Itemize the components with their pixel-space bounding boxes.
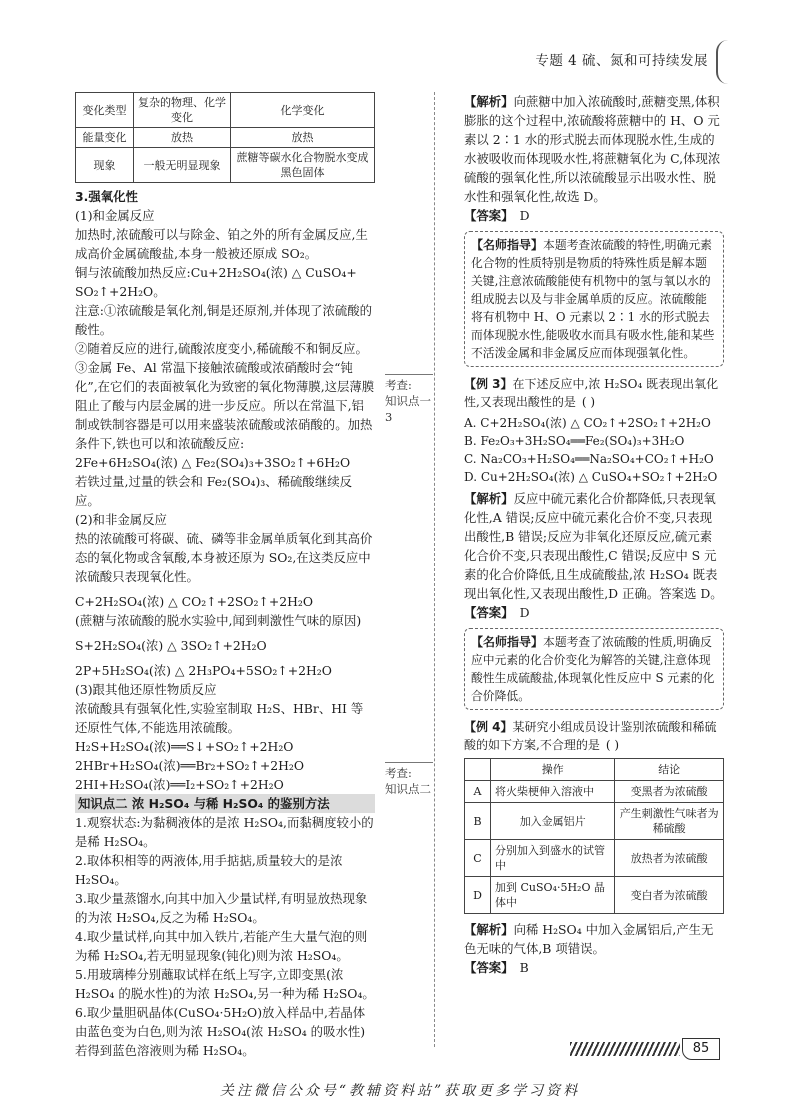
table-header-cell: 操作 [491,759,615,781]
margin-note-line: 考查: [385,766,412,780]
equation: 2HI+H₂SO₄(浓)══I₂+SO₂↑+2H₂O [75,777,284,792]
example-tag: 【例 4】 [464,720,513,734]
answer-value: D [519,605,530,620]
tip-text: 本题考查了浓硫酸的性质,明确反应中元素的化合价变化为解答的关键,注意体现酸性生成硫酸盐,体现氧化性反应中 S 元素的化合价降低。 [471,635,715,703]
equation: 2Fe+6H₂SO₄(浓) △ Fe₂(SO₄)₃+3SO₂↑+6H₂O [75,455,351,470]
left-column [75,92,375,1060]
option-b: B. Fe₂O₃+3H₂SO₄══Fe₂(SO₄)₃+3H₂O [464,434,685,448]
page-header [0,0,800,90]
option-a: A. C+2H₂SO₄(浓) △ CO₂↑+2SO₂↑+2H₂O [464,416,711,430]
teacher-tip-box [464,628,724,710]
right-column [464,92,724,977]
option-d: D. Cu+2H₂SO₄(浓) △ CuSO₄+SO₂↑+2H₂O [464,470,718,484]
table-cell: 将火柴梗伸入溶液中 [491,781,615,803]
margin-note-line: 知识点二 [385,782,431,796]
analysis-text: 向蔗糖中加入浓硫酸时,蔗糖变黑,体积膨胀的这个过程中,浓硫酸将蔗糖中的 H、O 元素以 2∶1 水的形式脱去而体现脱水性,生成的水被吸收而体现吸水性,将蔗糖氧化为 C,体现浓硫酸的强氧化性,所以浓硫酸显示出吸水性、脱水性和强氧化性,故选 D。 [464,94,721,204]
answer-blank: ( ) [581,395,596,409]
page-number: 85 [682,1038,720,1060]
option-c: C. Na₂CO₃+H₂SO₄══Na₂SO₄+CO₂↑+H₂O [464,452,714,466]
tip-text: 本题考查浓硫酸的特性,明确元素化合物的性质特别是物质的特殊性质是解本题关键,注意浓硫酸能使有机物中的氢与氧以水的组成脱去以及与非金属单质的反应。浓硫酸能将有机物中 H、O 元素以 2∶1 水的形式脱去而体现脱水性,能吸收水而具有吸水性,能和某些不活泼金属和非金属反应而体现强氧化性。 [471,238,715,360]
answer-tag: 【答案】 [464,960,514,975]
table-row [465,840,724,877]
plan-table [464,758,724,914]
paragraph: 浓硫酸具有强氧化性,实验室制取 H₂S、HBr、HI 等还原性气体,不能选用浓硫酸。 [75,701,364,735]
table-header-cell [465,759,491,781]
question-text: 某研究小组成员设计鉴别浓硫酸和稀硫酸的如下方案,不合理的是 [464,720,717,752]
table-cell: C [465,840,491,877]
margin-note-line: 考查: [385,378,412,392]
comparison-table [75,92,375,183]
table-cell: 分别加入到盛水的试管中 [491,840,615,877]
method-item: 1.观察状态:为黏稠液体的是浓 H₂SO₄,而黏稠度较小的是稀 H₂SO₄。 [75,815,374,849]
table-row [76,128,375,148]
answer-tag: 【答案】 [464,605,514,620]
subsection-heading: (1)和金属反应 [75,208,155,223]
table-cell: A [465,781,491,803]
paragraph: 加热时,浓硫酸可以与除金、铂之外的所有金属反应,生成高价金属硫酸盐,本身一般被还原成 SO₂。 [75,227,368,261]
divider [385,762,433,763]
margin-note-line: 知识点一 [385,394,431,408]
analysis-tag: 【解析】 [464,491,514,506]
equation: H₂S+H₂SO₄(浓)══S↓+SO₂↑+2H₂O [75,739,294,754]
table-cell: 放热者为浓硫酸 [615,840,724,877]
method-item: 6.取少量胆矾晶体(CuSO₄·5H₂O)放入样品中,若晶体由蓝色变为白色,则为浓 H₂SO₄(浓 H₂SO₄ 的吸水性)若得到蓝色溶液则为稀 H₂SO₄。 [75,1005,366,1058]
margin-note [385,372,435,425]
table-header-row [465,759,724,781]
table-cell: 现象 [76,148,134,183]
answer-value: D [519,208,530,223]
method-item: 3.取少量蒸馏水,向其中加入少量试样,有明显放热现象的为浓 H₂SO₄,反之为稀 H₂SO₄。 [75,891,368,925]
table-cell: D [465,877,491,914]
table-row [465,781,724,803]
margin-note-line: 3 [385,410,393,424]
table-row [465,877,724,914]
hatch-decoration [570,1042,680,1056]
method-item: 5.用玻璃棒分别蘸取试样在纸上写字,立即变黑(浓 H₂SO₄ 的脱水性)的为浓 H₂SO₄,另一种为稀 H₂SO₄。 [75,967,375,1001]
column-divider [434,92,435,1047]
paragraph: (蔗糖与浓硫酸的脱水实验中,闻到刺激性气味的原因) [75,613,362,628]
subsection-heading: (3)跟其他还原性物质反应 [75,682,217,697]
equation: C+2H₂SO₄(浓) △ CO₂↑+2SO₂↑+2H₂O [75,594,314,609]
teacher-tip-box [464,231,724,367]
table-row [465,803,724,840]
table-cell: 产生刺激性气味者为稀硫酸 [615,803,724,840]
subsection-heading: (2)和非金属反应 [75,512,167,527]
table-cell: 化学变化 [231,93,375,128]
section-heading: 3.强氧化性 [75,189,138,204]
table-cell: 加入金属铝片 [491,803,615,840]
analysis-text: 反应中硫元素化合价都降低,只表现氧化性,A 错误;反应中硫元素化合价不变,只表现出酸性,B 错误;反应为非氧化还原反应,硫元素化合价不变,只表现出酸性,C 错误;反应中 S 元素的化合价降低,且生成硫酸盐,浓 H₂SO₄ 既表现出氧化性,又表现出酸性,D 正确。答案选 D。 [464,491,723,601]
table-cell: 变白者为浓硫酸 [615,877,724,914]
example-tag: 【例 3】 [464,377,513,391]
paragraph: 若铁过量,过量的铁会和 Fe₂(SO₄)₃、稀硫酸继续反应。 [75,474,352,508]
table-header-cell: 结论 [615,759,724,781]
question-text: 在下述反应中,浓 H₂SO₄ 既表现出氧化性,又表现出酸性的是 [464,377,719,409]
equation: 2P+5H₂SO₄(浓) △ 2H₃PO₄+5SO₂↑+2H₂O [75,663,332,678]
table-cell: 蔗糖等碳水化合物脱水变成黑色固体 [231,148,375,183]
table-cell: B [465,803,491,840]
table-cell: 放热 [231,128,375,148]
equation: SO₂↑+2H₂O。 [75,284,166,299]
table-cell: 变化类型 [76,93,134,128]
table-cell: 能量变化 [76,128,134,148]
table-row [76,148,375,183]
answer-value: B [519,960,529,975]
equation: 铜与浓硫酸加热反应:Cu+2H₂SO₄(浓) △ CuSO₄+ [75,265,357,280]
paragraph: ②随着反应的进行,硫酸浓度变小,稀硫酸不和铜反应。 [75,341,368,356]
table-cell: 一般无明显现象 [134,148,231,183]
tip-tag: 【名师指导】 [471,238,544,252]
analysis-tag: 【解析】 [464,922,514,937]
method-item: 4.取少量试样,向其中加入铁片,若能产生大量气泡的则为稀 H₂SO₄,若无明显现象(钝化)则为浓 H₂SO₄。 [75,929,368,963]
method-item: 2.取体积相等的两液体,用手掂掂,质量较大的是浓 H₂SO₄。 [75,853,343,887]
table-cell: 放热 [134,128,231,148]
page-number-block [570,1038,720,1060]
table-cell: 加到 CuSO₄·5H₂O 晶体中 [491,877,615,914]
divider [385,374,433,375]
answer-tag: 【答案】 [464,208,514,223]
paragraph: ③金属 Fe、Al 常温下接触浓硫酸或浓硝酸时会“钝化”,在它们的表面被氧化为致密的氧化物薄膜,这层薄膜阻止了酸与内层金属的进一步反应。所以在常温下,铝制或铁制容器是可以用来盛装浓硫酸或浓硝酸的。加热条件下,铁也可以和浓硫酸反应: [75,360,375,451]
paragraph: 热的浓硫酸可将碳、硫、磷等非金属单质氧化到其高价态的氧化物或含氧酸,本身被还原为 SO₂,在这类反应中浓硫酸只表现氧化性。 [75,531,373,584]
table-cell: 复杂的物理、化学变化 [134,93,231,128]
equation: 2HBr+H₂SO₄(浓)══Br₂+SO₂↑+2H₂O [75,758,305,773]
knowledge-point-heading: 知识点二 浓 H₂SO₄ 与稀 H₂SO₄ 的鉴别方法 [75,794,375,813]
footer-note: 关注微信公众号“教辅资料站”获取更多学习资料 [219,1083,581,1099]
header-bracket-decoration [716,40,730,84]
margin-note [385,760,435,797]
chapter-title: 专题 4 硫、氮和可持续发展 [535,53,708,69]
answer-blank: ( ) [605,738,620,752]
analysis-text: 向稀 H₂SO₄ 中加入金属铝后,产生无色无味的气体,B 项错误。 [464,922,714,956]
paragraph: 注意:①浓硫酸是氧化剂,铜是还原剂,并体现了浓硫酸的酸性。 [75,303,373,337]
tip-tag: 【名师指导】 [471,635,544,649]
analysis-tag: 【解析】 [464,94,514,109]
table-row [76,93,375,128]
table-cell: 变黑者为浓硫酸 [615,781,724,803]
equation: S+2H₂SO₄(浓) △ 3SO₂↑+2H₂O [75,638,267,653]
